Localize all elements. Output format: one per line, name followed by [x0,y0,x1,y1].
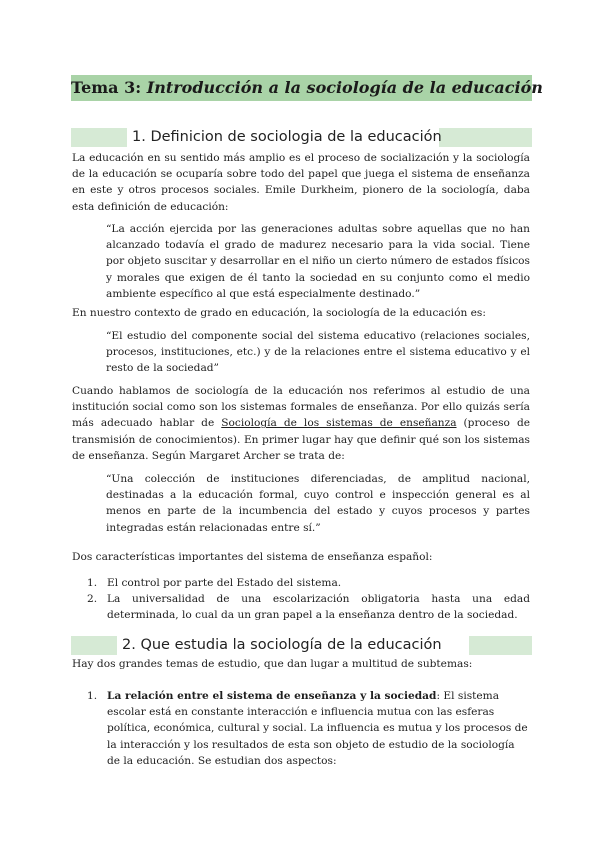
title-italic: Introducción a la sociología de la educación [146,78,543,97]
item-title: La relación entre el sistema de enseñanza y la sociedad [107,690,437,702]
heading-bar-left [71,128,127,147]
heading-bar-right [439,128,532,147]
page-title [71,75,543,101]
durkheim-quote: “La acción ejercida por las generaciones adultas sobre aquellas que no han alcanzado todavía el grado de madurez necesario para la vida social. Tiene por objeto suscitar y desarrollar en el niño un cierto número de estados físicos y morales que exigen de él tanto la sociedad en su conjunto como el medio ambiente específico al que está especialmente destinado.” [106,223,530,300]
title-prefix: Tema 3: [71,78,147,97]
section2-intro: Hay dos grandes temas de estudio, que dan lugar a multitud de subtemas: [72,658,473,670]
heading-bar-left [71,636,117,655]
underlined-term: Sociología de los sistemas de enseñanza [221,417,457,430]
section2-heading: 2. Que estudia la sociología de la educación [122,637,442,653]
section1-heading: 1. Definicion de sociologia de la educación [132,129,442,145]
section1-paragraph3: Cuando hablamos de sociología de la educación nos referimos al estudio de una institución social como son los sistemas formales de enseñanza. Por ello quizás sería más adecuado hablar de Sociología de los sistemas de enseñanza (proceso de transmisión de conocimientos). En primer lugar hay que definir qué son los sistemas de enseñanza. Según Margaret Archer se trata de: [72,385,530,462]
context-paragraph: En nuestro contexto de grado en educación, la sociología de la educación es: [72,307,486,319]
archer-quote: “Una colección de instituciones diferenciadas, de amplitud nacional, destinadas a la educación formal, cuyo control e inspección general es al menos en parte de la incumbencia del estado y cuyos procesos y partes integradas están relacionadas entre sí.” [106,473,530,534]
definition-quote: “El estudio del componente social del sistema educativo (relaciones sociales, procesos, instituciones, etc.) y de la relaciones entre el sistema educativo y el resto de la sociedad” [106,330,530,375]
heading-bar-right [469,636,532,655]
section1-intro: La educación en su sentido más amplio es el proceso de socialización y la sociología de la educación se ocuparía sobre todo del papel que juega el sistema de enseñanza en este y otros procesos sociales. Emile Durkheim, pionero de la sociología, daba esta definición de educación: [72,152,530,213]
features-intro: Dos características importantes del sistema de enseñanza español: [72,551,433,563]
list-item: 2. La universalidad de una escolarización obligatoria hasta una edad determinada, lo cual da un gran papel a la enseñanza dentro de la sociedad. [87,593,530,622]
document-page: Tema 3: Introducción a la sociología de la educación 1. Definicion de sociologia de la educación La educación en su sentido más amplio es el proceso de socialización y la sociología de la educación se ocuparía sobre todo del papel que juega el sistema de enseñanza en este y otros procesos sociales. Emile Durkheim, pionero de la sociología, daba esta definición de educación: “La acción ejercida por las generaciones adultas sobre aquellas que no han alcanzado todavía el grado de madurez necesario para la vida social. Tiene por objeto suscitar y desarrollar en el niño un cierto número de estados físicos y morales que exigen de él tanto la sociedad en su conjunto como el medio ambiente específico al que está especialmente destinado.” En nuestro contexto de grado en educación, la sociología de la educación es: “El estudio del componente social del sistema educativo (relaciones sociales, procesos, instituciones, etc.) y de la relaciones entre el sistema educativo y el resto de la sociedad” Cuando hablamos de sociología de la educación nos referimos al estudio de una institución social como son los sistemas formales de enseñanza. Por ello quizás sería más adecuado hablar de Sociología de los sistemas de enseñanza (proceso de transmisión de conocimientos). En primer lugar hay que definir qué son los sistemas de enseñanza. Según Margaret Archer se trata de: “Una colección de instituciones diferenciadas, de amplitud nacional, destinadas a la educación formal, cuyo control e inspección general es al menos en parte de la incumbencia del estado y cuyos procesos y partes integradas están relacionadas entre sí.” Dos características importantes del sistema de enseñanza español: 1. El control por parte del Estado del sistema. 2. La universalidad de una escolarización obligatoria hasta una edad determinada, lo cual da un gran papel a la enseñanza dentro de la sociedad. 2. Que estudia la sociología de la educación Hay dos grandes temas de estudio, que dan lugar a multitud de subtemas: 1. La relación entre el sistema de enseñanza y la sociedad: El sistema escolar está en constante interacción e influencia mutua con las esferas política, económica, cultural y social. La influencia es mutua y los procesos de la interacción y los resultados de esta son objeto de estudio de la sociología de la educación. Se estudian dos aspectos: [0,0,600,848]
list-item: 1. La relación entre el sistema de enseñanza y la sociedad: El sistema escolar está en constante interacción e influencia mutua con las esferas política, económica, cultural y social. La influencia es mutua y los procesos de la interacción y los resultados de esta son objeto de estudio de la sociología de la educación. Se estudian dos aspectos: [87,690,528,767]
